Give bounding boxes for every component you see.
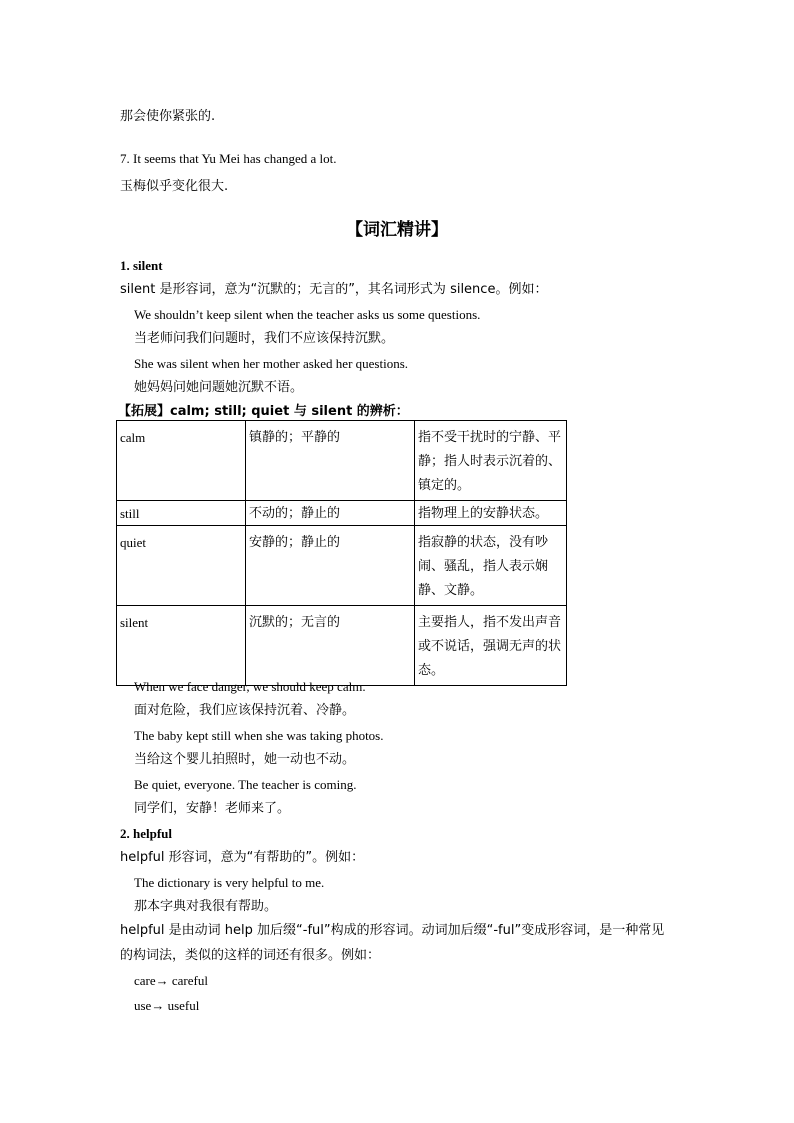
table-row [117, 526, 567, 606]
comparison-table [116, 420, 567, 686]
table-cell-usage: 指不受干扰时的宁静、平静；指人时表示沉着的、镇定的。 [415, 421, 567, 501]
table-row [117, 501, 567, 526]
table-cell-usage: 指寂静的状态，没有吵闹、骚乱，指人表示娴静、文静。 [415, 526, 567, 606]
example-7-zh: 玉梅似乎变化很大. [120, 179, 229, 194]
silent-example-1-zh: 当老师问我们问题时，我们不应该保持沉默。 [134, 331, 395, 346]
still-example-zh: 当给这个婴儿拍照时，她一动也不动。 [134, 752, 356, 767]
silent-example-2-zh: 她妈妈问她问题她沉默不语。 [134, 380, 304, 395]
table-cell-word: still [117, 501, 246, 526]
word-title-helpful: 2. helpful [120, 826, 173, 841]
sentence-zh-nervous: 那会使你紧张的. [120, 109, 216, 124]
table-cell-meaning: 沉默的；无言的 [246, 606, 415, 686]
helpful-paragraph-line-2: 的构词法，类似的这样的词还有很多。例如： [120, 948, 381, 963]
silent-example-1-en: We shouldn’t keep silent when the teacher asks us some questions. [134, 307, 481, 322]
table-cell-usage: 指物理上的安静状态。 [415, 501, 567, 526]
table-cell-word: silent [117, 606, 246, 686]
helpful-paragraph-line-1: helpful 是由动词 help 加后缀“-ful”构成的形容词。动词加后缀“-ful”变成形容词，是一种常见 [120, 923, 665, 938]
helpful-intro: helpful 形容词，意为“有帮助的”。例如： [120, 850, 365, 865]
table-cell-word: calm [117, 421, 246, 501]
table-cell-meaning: 镇静的；平静的 [246, 421, 415, 501]
extension-title: 【拓展】calm; still; quiet 与 silent 的辨析： [118, 404, 409, 419]
silent-example-2-en: She was silent when her mother asked her questions. [134, 356, 409, 371]
calm-example-zh: 面对危险，我们应该保持沉着、冷静。 [134, 703, 356, 718]
table-row [117, 606, 567, 686]
word-title-silent: 1. silent [120, 258, 163, 273]
table-cell-meaning: 不动的；静止的 [246, 501, 415, 526]
calm-example-en: When we face danger, we should keep calm. [134, 679, 366, 694]
example-7-en: 7. It seems that Yu Mei has changed a lot. [120, 151, 337, 166]
section-heading-vocabulary: 【词汇精讲】 [346, 220, 448, 240]
helpful-example-zh: 那本字典对我很有帮助。 [134, 899, 278, 914]
still-example-en: The baby kept still when she was taking photos. [134, 728, 384, 743]
silent-intro: silent 是形容词，意为“沉默的；无言的”，其名词形式为 silence。例如： [120, 282, 548, 297]
table-cell-usage: 主要指人，指不发出声音或不说话，强调无声的状态。 [415, 606, 567, 686]
word-formation-careful: care→ careful [134, 973, 208, 988]
quiet-example-zh: 同学们，安静！老师来了。 [134, 801, 291, 816]
word-formation-useful: use→ useful [134, 998, 200, 1013]
quiet-example-en: Be quiet, everyone. The teacher is coming. [134, 777, 357, 792]
helpful-example-en: The dictionary is very helpful to me. [134, 875, 325, 890]
table-cell-meaning: 安静的；静止的 [246, 526, 415, 606]
table-row [117, 421, 567, 501]
table-cell-word: quiet [117, 526, 246, 606]
